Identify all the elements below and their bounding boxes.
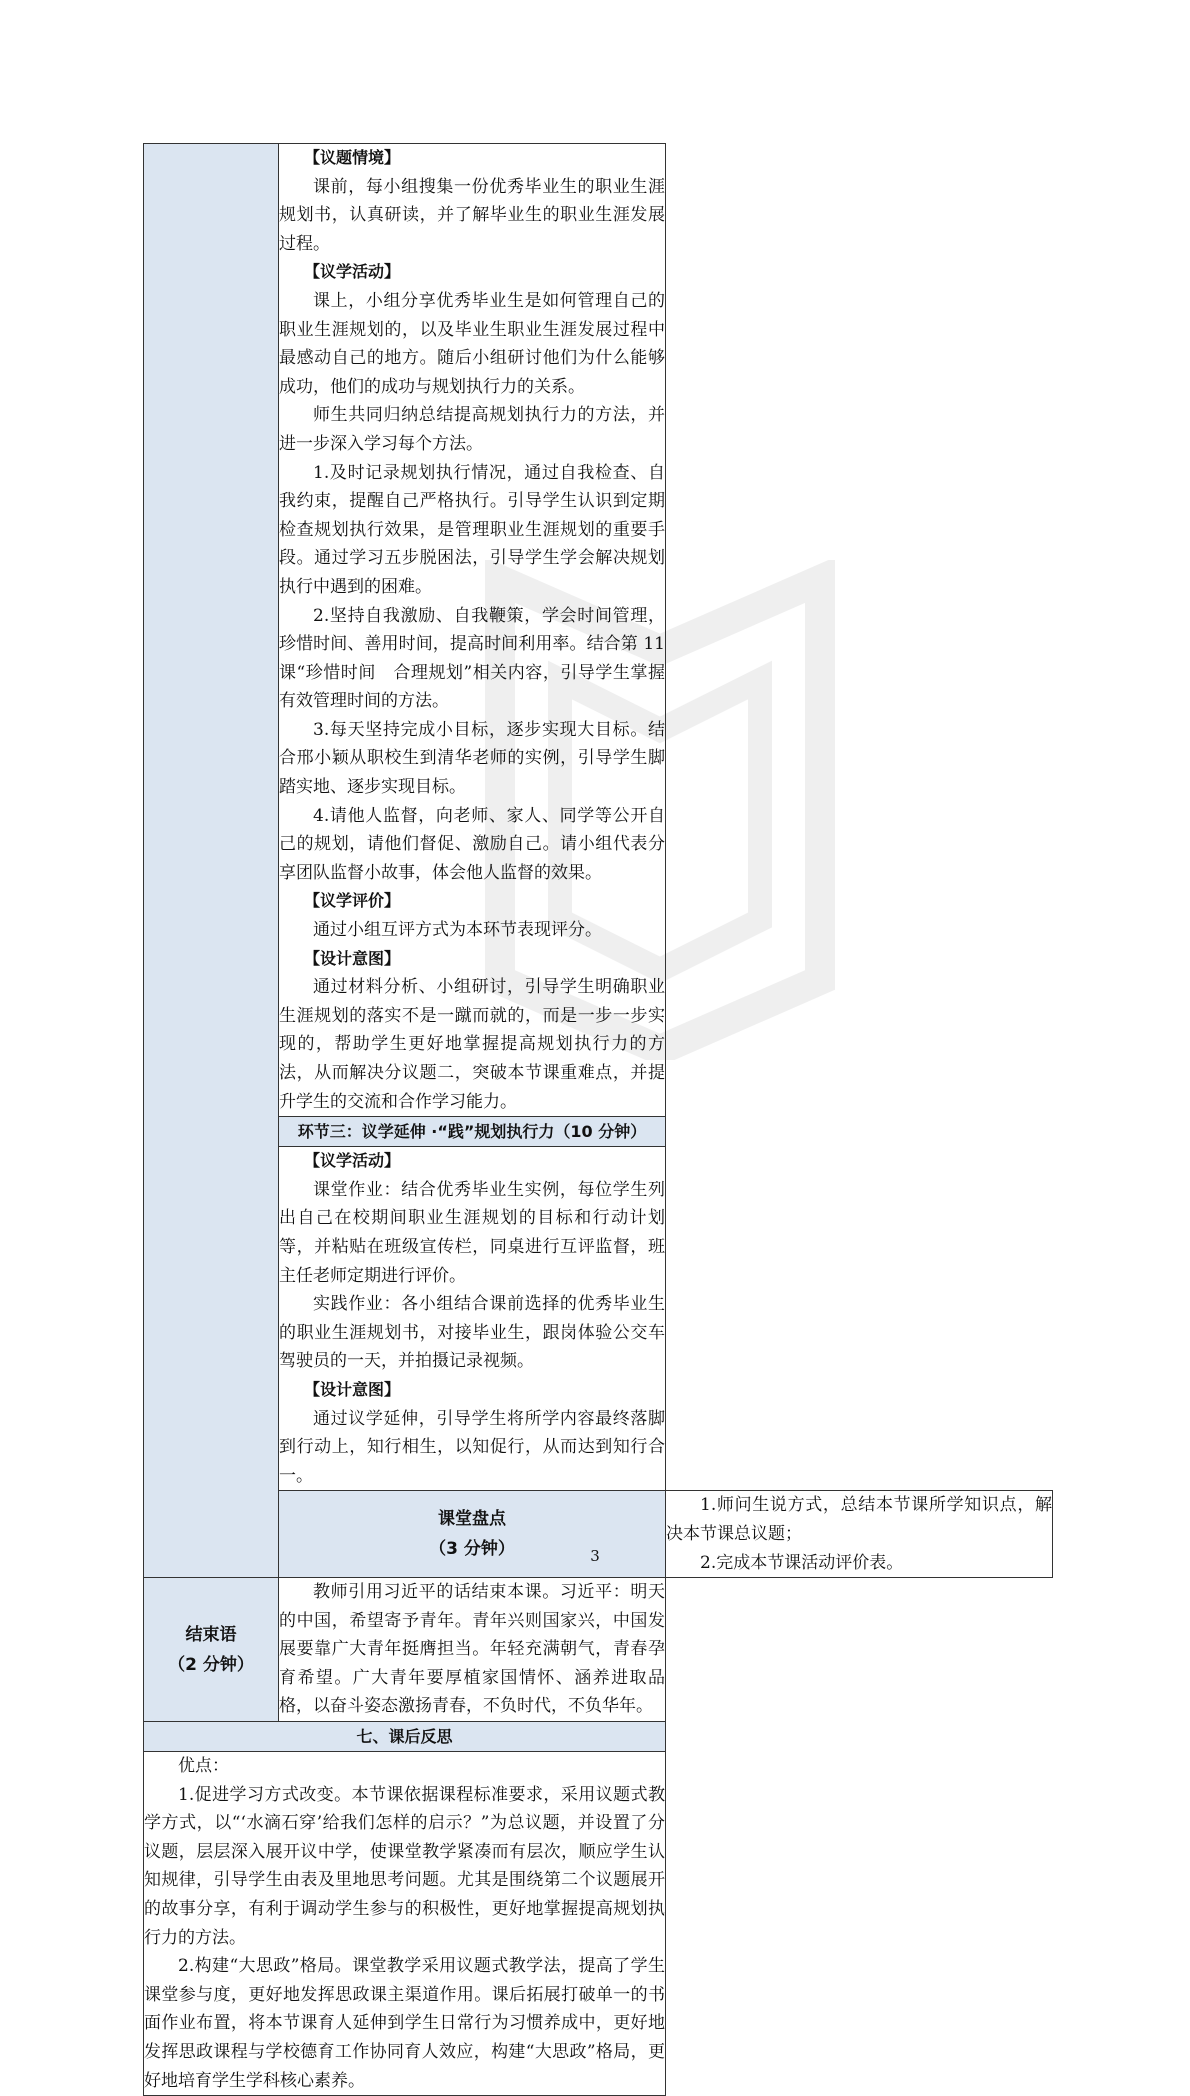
paragraph: 通过议学延伸，引导学生将所学内容最终落脚到行动上，知行相生，以知促行，从而达到知行合一。 — [279, 1408, 665, 1486]
heading-issue-context: 【议题情境】 — [304, 148, 401, 167]
paragraph: 1.促进学习方式改变。本节课依据课程标准要求，采用议题式教学方式，以“‘水滴石穿’给我们怎样的启示？”为总议题，并设置了分议题，层层深入展开议中学，使课堂教学紧凑而有层次，顺应学生认知规律，引导学生由表及里地思考问题。尤其是围绕第二个议题展开的故事分享，有利于调动学生参与的积极性，更好地掌握提高规划执行力的方法。 — [144, 1784, 665, 1948]
paragraph: 课上，小组分享优秀毕业生是如何管理自己的职业生涯规划的，以及毕业生职业生涯发展过程中最感动自己的地方。随后小组研讨他们为什么能够成功，他们的成功与规划执行力的关系。 — [279, 290, 665, 397]
heading-learning-activity: 【议学活动】 — [304, 1151, 401, 1171]
paragraph: 3.每天坚持完成小目标，逐步实现大目标。结合邢小颖从职校生到清华老师的实例，引导学生脚踏实地、逐步实现目标。 — [279, 719, 665, 798]
paragraph: 2.完成本节课活动评价表。 — [700, 1552, 904, 1573]
stage2-content — [279, 144, 666, 1117]
closing-label — [144, 1578, 279, 1722]
paragraph: 通过小组互评方式为本环节表现评分。 — [313, 920, 602, 941]
paragraph: 1.师问生说方式，总结本节课所学知识点，解决本节课总议题； — [666, 1495, 1052, 1544]
stage3-content — [279, 1147, 666, 1491]
paragraph: 1.及时记录规划执行情况，通过自我检查、自我约束，提醒自己严格执行。引导学生认识到定期检查规划执行效果，是管理职业生涯规划的重要手段。通过学习五步脱困法，引导学生学会解决规划执行中遇到的困难。 — [279, 462, 665, 597]
paragraph: 2.构建“大思政”格局。课堂教学采用议题式教学法，提高了学生课堂参与度，更好地发挥思政课主渠道作用。课后拓展打破单一的书面作业布置，将本节课育人延伸到学生日常行为习惯养成中，更好地发挥思政课程与学校德育工作协同育人效应，构建“大思政”格局，更好地培育学生学科核心素养。 — [144, 1956, 665, 2091]
section-stage3-title: 环节三：议学延伸 ·“践”规划执行力（10 分钟） — [279, 1117, 666, 1147]
paragraph: 课堂作业：结合优秀毕业生实例，每位学生列出自己在校期间职业生涯规划的目标和行动计划等，并粘贴在班级宣传栏，同桌进行互评监督，班主任老师定期进行评价。 — [279, 1179, 665, 1286]
paragraph: 通过材料分析、小组研讨，引导学生明确职业生涯规划的落实不是一蹴而就的，而是一步一步实现的，帮助学生更好地掌握提高规划执行力的方法，从而解决分议题二，突破本节课重难点，并提升学生的交流和合作学习能力。 — [279, 977, 665, 1112]
paragraph: 教师引用习近平的话结束本课。习近平：明天的中国，希望寄予青年。青年兴则国家兴，中国发展要靠广大青年挺膺担当。年轻充满朝气，青春孕育希望。广大青年要厚植家国情怀、涵养进取品格，以奋斗姿态激扬青春，不负时代，不负华年。 — [279, 1582, 665, 1717]
lesson-plan-table — [143, 143, 1053, 2096]
paragraph: 2.坚持自我激励、自我鞭策，学会时间管理，珍惜时间、善用时间，提高时间利用率。结合第 11 课“珍惜时间 合理规划”相关内容，引导学生掌握有效管理时间的方法。 — [279, 605, 665, 712]
paragraph: 师生共同归纳总结提高规划执行力的方法，并进一步深入学习每个方法。 — [279, 405, 665, 454]
reflection-content — [144, 1752, 666, 2096]
heading-design-intent: 【设计意图】 — [304, 948, 401, 968]
left-label-cell — [144, 144, 279, 1578]
heading-evaluation: 【议学评价】 — [304, 891, 401, 911]
heading-learning-activity: 【议学活动】 — [304, 262, 401, 282]
reflection-heading: 优点： — [178, 1756, 229, 1777]
closing-content — [279, 1578, 666, 1722]
summary-label-title: 课堂盘点 — [438, 1509, 506, 1530]
paragraph: 实践作业：各小组结合课前选择的优秀毕业生的职业生涯规划书，对接毕业生，跟岗体验公交车驾驶员的一天，并拍摄记录视频。 — [279, 1294, 665, 1372]
closing-label-title: 结束语 — [185, 1624, 237, 1645]
heading-design-intent: 【设计意图】 — [304, 1379, 401, 1399]
summary-label-duration: （3 分钟） — [429, 1539, 515, 1560]
paragraph: 4.请他人监督，向老师、家人、同学等公开自己的规划，请他们督促、激励自己。请小组代表分享团队监督小故事，体会他人监督的效果。 — [279, 805, 665, 883]
closing-label-duration: （2 分钟） — [168, 1654, 254, 1675]
page-number: 3 — [590, 1547, 600, 1565]
paragraph: 课前，每小组搜集一份优秀毕业生的职业生涯规划书，认真研读，并了解毕业生的职业生涯发展过程。 — [279, 176, 665, 254]
section-reflection-title: 七、课后反思 — [144, 1722, 666, 1752]
